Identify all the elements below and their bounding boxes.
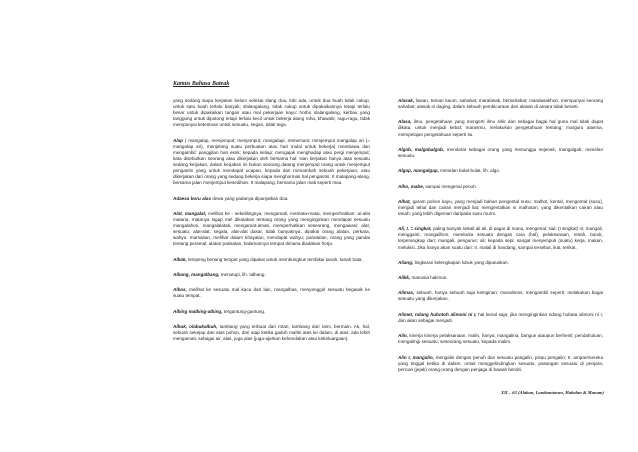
entry-definition: lingkaran kelengkapan lubuk yang diputuskan.: [414, 259, 509, 265]
entry-definition: kinerja kinerja pelaksanaan, malin, hanya; mangalina, bangun ataupun berhenti; pendahuluan, mengalingi sesuatu; seseorang sesuatu, kepada malim.: [398, 333, 603, 345]
dictionary-entry: [398, 184, 603, 190]
entry-headword: Alin,: [398, 333, 408, 339]
entry-headword: Albas,: [173, 287, 187, 293]
entry-headword: Albuk, olabukalbuh,: [173, 323, 218, 329]
entry-headword: Ali, I. = singkat,: [398, 226, 432, 232]
dictionary-entry: [173, 272, 370, 278]
entry-headword: Alimet, ndang hubotoh alimoni ni I,: [398, 311, 477, 317]
dictionary-entry: [398, 312, 603, 324]
entry-definition: dewa yang padanya dipanjatkan doa.: [212, 195, 289, 201]
dictionary-entry: [398, 147, 603, 159]
dictionary-entry: [173, 211, 370, 248]
entry-headword: Alat, mangalat,: [173, 210, 207, 216]
entry-definition: mendarat sebagai orang yang menunggu sejenak; mangalgab, menelan sesuatu.: [398, 146, 604, 158]
entry-headword: Alimas,: [398, 290, 415, 296]
dictionary-entry: [173, 196, 370, 202]
entry-definition: melihat ke - sekelilingnya, mengamati, memata-matai, memperhatikan: ai-alat matana, matanya sigap mel dikatakan tentang orang yang menginginkan mendapat sesuatu mangalahon, mangalalatati, mengamat-amati, memperhatikan seseorang, mengawasi; alat, sesuatu; alat-alat, segala, alat-alat dasar, tidak banyaknya, dipakai orang alatan, perkara, wahyu: marsaitan, melihat dalam khayalan, mendapat wahyu; paraitalan, orang yang pandai tentang peramal; alatan patisatan, halamannya tempat dimana diadakan horja.: [173, 210, 370, 247]
dictionary-entry: [398, 355, 603, 373]
entry-headword: Albing malbing-albing,: [173, 308, 223, 314]
entry-headword: Algab, malgabalgab,: [398, 146, 445, 152]
entry-definition: lawan, teman kaum, sahabat; maralasak, bersahabat; maralasakhon, mempunyai seorang sahabat; alasak ni daging, dalam sebuah pembicaraan dan alasan di antara tidak berarti.: [398, 98, 603, 110]
dictionary-entry: [173, 309, 370, 315]
entry-definition: ilmu, pengetahuan yang mengerti ilmu sihir dan sebagai bagai hal guna mal tidak dapat dikata, untuk menjadi kebal; marasmu, melakukan pengetahuan tentang; marguru alasma, mempelajari pengetahuan seperti itu.: [398, 119, 603, 137]
dictionary-entry: [398, 333, 603, 345]
entry-definition: tergantung-gantung.: [223, 308, 266, 314]
entry-definition: sebuah, hanya sebuah saja keinginan; manalimos, mengambil seperti; melakukan bagai sesuatu yang dikerjakan.: [398, 290, 603, 302]
entry-definition: ( mangalap, menjemput; menjemput; mangalapi, menemani; menjemput mangalap ari (= mangalap ari), menjelang suatu perbuatan atau hari mulai untuk bekerja) membawa dan mengambil: panggilan hari esok; kepada setiap: mengajak menghadap atau pergi menjemput; kata disebutkan seorang atau dikerjakan oleh bersama hal: sian kerjakan hanya atas sesuatu sedang kerjakan, dalam kerjakan ini bukan seorang datang menjemput orang untuk menjemput pengantin yang untuk mendapat ucapan, kepada dan menambah sebuah pekerjaan, atau dikerjakan dari orang yang sedang bekerja siapa menghormati hal pengantin. It malapang-alang, bersama jalan menjemput kesedihan. It malapang, bersama jalan mati seperti mau.: [173, 137, 371, 186]
entry-definition: yang sedang siapa kerjakan belum selesai slang dua, lobi ada, untuk dua buah tidak cukup, untuk satu buah terlalu banyak; slalangalang, tidak cukup untuk dipakaikannya tetapi terlalu besar untuk dipakaikan tangan atau mal pekerjaan kayu: horbo slalangalang, kerbau yang tanggung untuk dipotong tetapi terlalu kecil untuk bekerja alang roha, khawatir, ragu-ragu, tidak mempunyai ketentuan untuk sesuatu, segan, tidak tega.: [173, 98, 370, 128]
dictionary-entry: [398, 226, 603, 250]
entry-definition: menutupi, lih. talbang.: [220, 271, 266, 277]
entry-headword: Alikk,: [398, 275, 411, 281]
dictionary-entry: [173, 257, 370, 263]
entry-definition: mengalin dengan penuh dan sesuatu pangalin, pisau pengalin; II. ampar/mereka yang tinggal ketika di dalam, untuk menggelindingkan sesuatu, pasangan sesuatu di penjara; pencari (jejak) orang-orang dengan penjaga di bawah berdiri.: [398, 354, 603, 372]
entry-definition: melihat ke sesuatu mal kaca dari lain, mangalbas, menyenggol sesuatu begawik ke suatu tempat.: [173, 287, 370, 299]
entry-definition: tambang yang terbuat dari rotan, tambang dari rami, bermain. Ak, hal, sebuah sekejap dari atas pohon, dari atap ketika gaduh mahki atas ke dalam, di atas; ada lebih mengamati, sebagai air, alas, juga alas (juga-ajarkan kehendakan atau kekeluargaan).: [173, 323, 370, 342]
entry-headword: Adaesa boru alas: [173, 195, 212, 201]
entry-headword: Albang, mangalbang,: [173, 271, 220, 277]
entry-headword: Alhat,: [398, 198, 411, 204]
entry-definition: hal kenal saja; jika menginginkan ndang hubata alimoni ni I, dan akan sebagai menjadi.: [398, 311, 603, 323]
dictionary-entry: [398, 260, 603, 266]
page-footer: XII – 63 (Alaban, Landaantoran, Habalan & Manam): [501, 390, 604, 395]
entry-definition: manusia halimun.: [411, 275, 448, 281]
entry-headword: Alho, mabe,: [398, 183, 425, 189]
entry-definition: lempeng benang tempat yang dipakai untuk membungkus tembikai tanah, tanah bata.: [188, 256, 363, 262]
entry-definition: garam pohon kayu, yang menjadi bahan pengental susu; malhot, kental, mengental (susu), menjadi tebal dan cairan menjadi liat; mengentalkan ni malhotan, yang dikentalkan cairan atau tanah; yang lebih digemari daripada susu murni.: [398, 198, 604, 216]
entry-definition: paling banyak sekali ali ali, di pagar di mana, mengenal; sial; (I singkat) ni; mangali, mengganti; mangalihon, membuka sesuatu dengan cara (hal), pelaksanaan, resah, buruk, terperangkap dari; mangali, pengurus; ali; kepada sepi: sangat menjemputi (suatu) kerja, makan, melukisi. Jika hanya akan suatu dari: II. malali di handang, sampai tersebut, ikat, terikat.: [398, 226, 603, 250]
entry-definition: sampai mengenal penuh.: [425, 183, 477, 189]
dictionary-entry: [173, 98, 370, 128]
page-title: Kamus Bahasa Bateak: [173, 81, 230, 87]
dictionary-entry: [398, 275, 603, 281]
dictionary-entry: [398, 290, 603, 302]
entry-headword: Alasak,: [398, 98, 415, 103]
dictionary-entry: [398, 98, 603, 110]
right-column: [398, 98, 603, 382]
dictionary-entry: [398, 119, 603, 137]
entry-headword: Algap, mangalgap,: [398, 168, 439, 174]
dictionary-entry: [398, 168, 603, 174]
entry-definition: menelan bulat-bulat, lih. algo.: [440, 168, 501, 174]
entry-headword: Alasa,: [398, 119, 412, 125]
left-column: [173, 98, 370, 351]
dictionary-entry: [398, 199, 603, 217]
entry-headword: Alin I, mangalin,: [398, 354, 435, 360]
entry-headword: Albak,: [173, 256, 187, 262]
dictionary-entry: [173, 324, 370, 342]
entry-headword: Aliang,: [398, 259, 414, 265]
entry-headword: Alap: [173, 137, 183, 143]
dictionary-entry: [173, 138, 370, 187]
dictionary-entry: [173, 287, 370, 299]
